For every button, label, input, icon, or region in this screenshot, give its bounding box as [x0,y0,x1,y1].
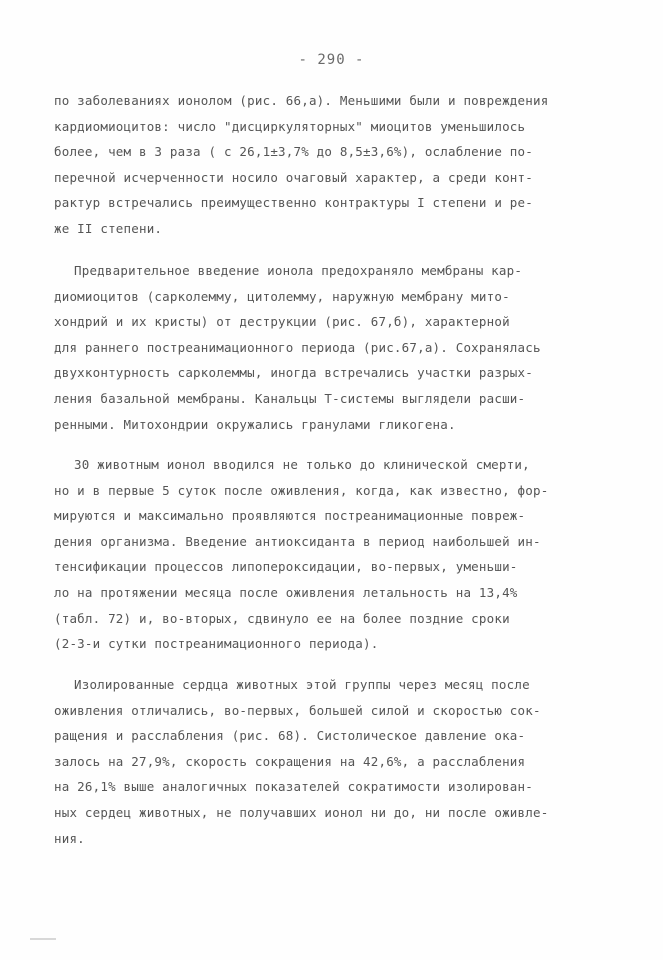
text-line: диомиоцитов (сарколемму, цитолемму, наружную мембрану мито- [54,288,510,304]
text-line: ращения и расслабления (рис. 68). Систолическое давление ока- [54,728,526,744]
text-line: ления базальной мембраны. Канальцы Т-системы выглядели расши- [54,390,526,406]
text-line: мируются и максимально проявляются постреанимационные повреж- [54,508,526,524]
paragraph-2 [54,258,576,437]
text-line: хондрий и их кристы) от деструкции (рис. 67,б), характерной [54,314,510,330]
text-line: но и в первые 5 суток после оживления, когда, как известно, фор- [54,482,549,498]
text-line: тенсификации процессов липопероксидации, во-первых, уменьши- [54,559,518,575]
page-number: - 290 - [298,52,365,68]
text-line: оживления отличались, во-первых, большей силой и скоростью сок- [54,702,541,718]
text-line: же II степени. [54,220,163,236]
text-line: рактур встречались преимущественно контрактуры I степени и ре- [54,195,533,211]
text-line: ренными. Митохондрии окружались гранулами гликогена. [54,416,456,432]
text-line: перечной исчерченности носило очаговый характер, а среди конт- [54,169,533,185]
scan-mark [30,938,56,940]
text-line: дения организма. Введение антиоксиданта в период наибольшей ин- [54,533,541,549]
text-line: для раннего постреанимационного периода (рис.67,а). Сохранялась [54,339,541,355]
text-line: залось на 27,9%, скорость сокращения на 42,6%, а расслабления [54,753,526,769]
text-line: ных сердец животных, не получавших ионол ни до, ни после оживле- [54,804,549,820]
text-line: двухконтурность сарколеммы, иногда встречались участки разрых- [54,365,533,381]
text-line: Предварительное введение ионола предохраняло мембраны кар- [74,263,523,278]
text-line: на 26,1% выше аналогичных показателей сократимости изолирован- [54,779,533,795]
text-line: 30 животным ионол вводился не только до клинической смерти, [74,457,530,472]
text-line: Изолированные сердца животных этой группы через месяц после [74,677,530,692]
text-line: более, чем в 3 раза ( с 26,1±3,7% до 8,5±3,6%), ослабление по- [54,144,533,160]
text-line: по заболеваниях ионолом (рис. 66,а). Меньшими были и повреждения [54,93,549,108]
paragraph-3 [54,452,576,657]
paragraph-4 [54,672,576,851]
text-line: (табл. 72) и, во-вторых, сдвинуло ее на более поздние сроки [54,610,510,626]
text-line: (2-3-и сутки постреанимационного периода). [54,636,379,652]
text-line: кардиомиоцитов: число "дисциркуляторных" миоцитов уменьшилось [54,118,526,134]
paragraph-1 [54,88,576,242]
text-line: ния. [54,830,85,846]
text-line: ло на протяжении месяца после оживления летальность на 13,4% [54,584,518,600]
